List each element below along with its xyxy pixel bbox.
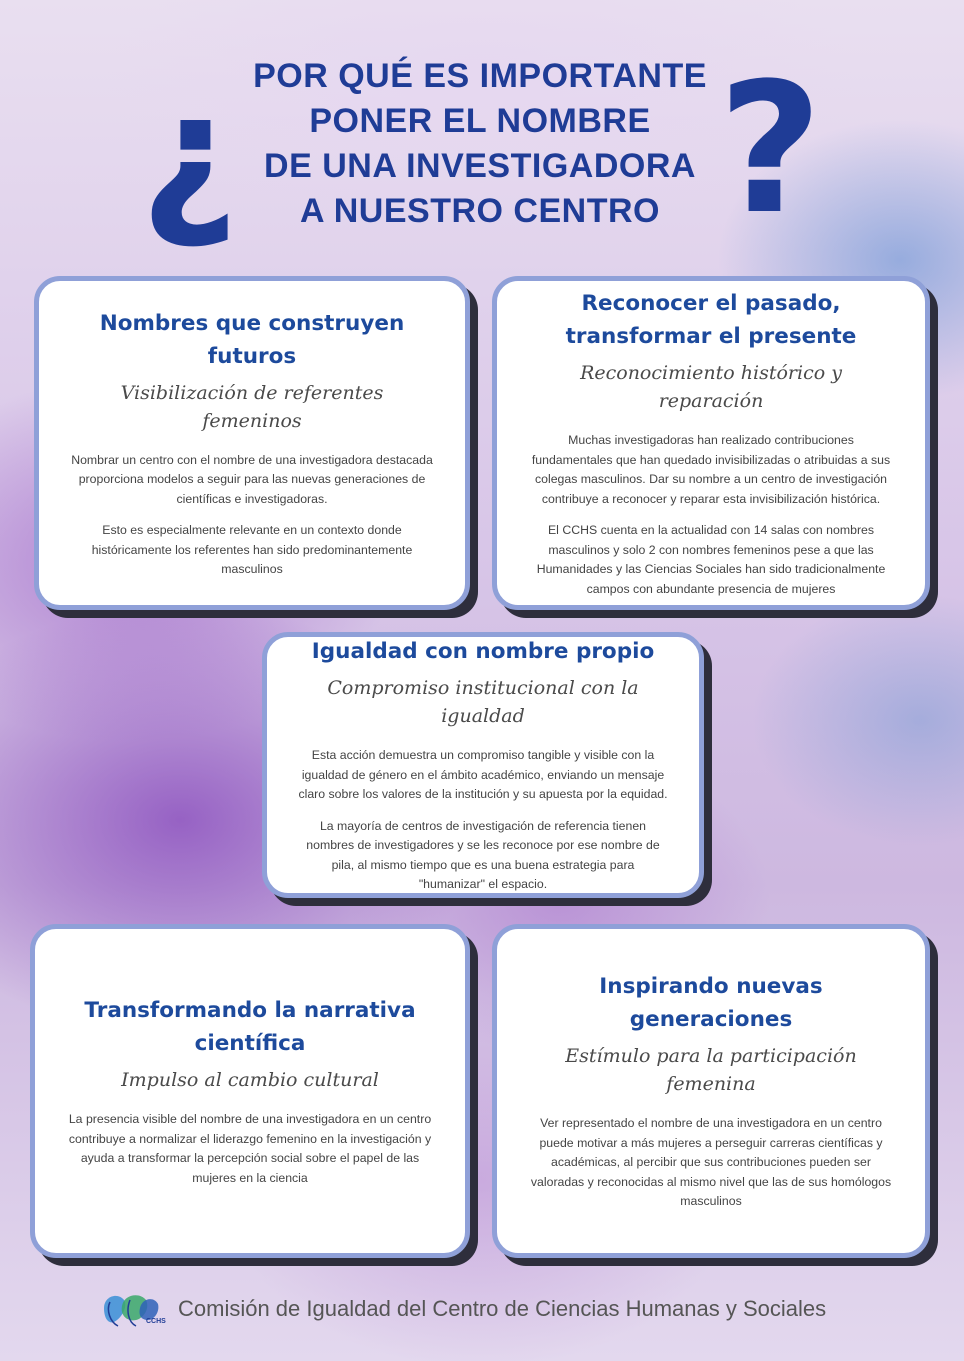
card-title: Inspirando nuevas generaciones (599, 974, 823, 1033)
card-subtitle: Compromiso institucional con la igualdad (327, 677, 639, 728)
card-paragraph: Esta acción demuestra un compromiso tangible y visible con la igualdad de género en el ámbito académico, enviando un mensaje claro sobre los valores de la institución y su apuesta por la equidad. (298, 748, 668, 802)
card-paragraph: La mayoría de centros de investigación de referencia tienen nombres de investigadores y se les reconoce por ese nombre de pila, al mismo tiempo que es una buena estrategia para "humanizar" el espacio. (306, 818, 660, 892)
card-inspirando-generaciones (492, 924, 930, 1258)
card-transformando-narrativa (30, 924, 470, 1258)
card-paragraph: Esto es especialmente relevante en un contexto donde históricamente los referentes han sido predominantemente masculinos (91, 523, 413, 576)
page-title (220, 54, 740, 234)
footer-text: Comisión de Igualdad del Centro de Ciencias Humanas y Sociales (178, 1296, 827, 1321)
card-paragraph: Muchas investigadoras han realizado contribuciones fundamentales que han quedado invisibilizadas o atribuidas a sus colegas masculinos. Dar su nombre a un centro de investigación contribuye a reconocer y reparar esta invisibilización histórica. (531, 433, 891, 506)
card-reconocer-pasado (492, 276, 930, 610)
card-title: Igualdad con nombre propio (311, 639, 655, 665)
card-subtitle: Reconocimiento histórico y reparación (580, 362, 842, 412)
card-title: Nombres que construyen futuros (99, 310, 405, 369)
opening-question-mark: ¿ (140, 56, 239, 254)
card-paragraph: Nombrar un centro con el nombre de una investigadora destacada proporciona modelos a seguir para las nuevas generaciones de científicas e investigadoras. (71, 452, 433, 506)
card-title: Transformando la narrativa científica (84, 998, 416, 1056)
title-line-4: A NUESTRO CENTRO (300, 192, 660, 230)
card-nombres-futuros (34, 276, 470, 610)
card-title: Reconocer el pasado, transformar el presente (565, 291, 857, 349)
title-line-1: POR QUÉ ES IMPORTANTE (253, 57, 707, 95)
card-paragraph: La presencia visible del nombre de una investigadora en un centro contribuye a normalizar el liderazgo femenino en la investigación y ayuda a transformar la percepción social sobre el papel de las mujeres en la ciencia (68, 1112, 432, 1185)
logo-text: CCHS (146, 1318, 166, 1325)
title-line-2: PONER EL NOMBRE (309, 102, 651, 140)
card-subtitle: Visibilización de referentes femeninos (120, 381, 384, 432)
cchs-logo-icon (96, 1288, 166, 1332)
card-paragraph: Ver representado el nombre de una investigadora en un centro puede motivar a más mujeres a perseguir carreras científicas y académicas, al percibir que sus contribuciones pueden ser valoradas y reconocidas al mismo nivel que las de sus homólogos masculinos (530, 1116, 892, 1209)
card-subtitle: Impulso al cambio cultural (121, 1069, 379, 1091)
card-igualdad-nombre-propio (262, 632, 704, 898)
card-paragraph: El CCHS cuenta en la actualidad con 14 salas con nombres masculinos y solo 2 con nombres femeninos pese a que las Humanidades y las Ciencias Sociales han sido tradicionalmente campos con abundante presencia de mujeres (536, 523, 886, 596)
title-line-3: DE UNA INVESTIGADORA (264, 147, 696, 185)
card-subtitle: Estímulo para la participación femenina (565, 1045, 857, 1096)
footer (96, 1286, 896, 1336)
closing-question-mark: ? (718, 45, 823, 254)
header (0, 40, 964, 254)
